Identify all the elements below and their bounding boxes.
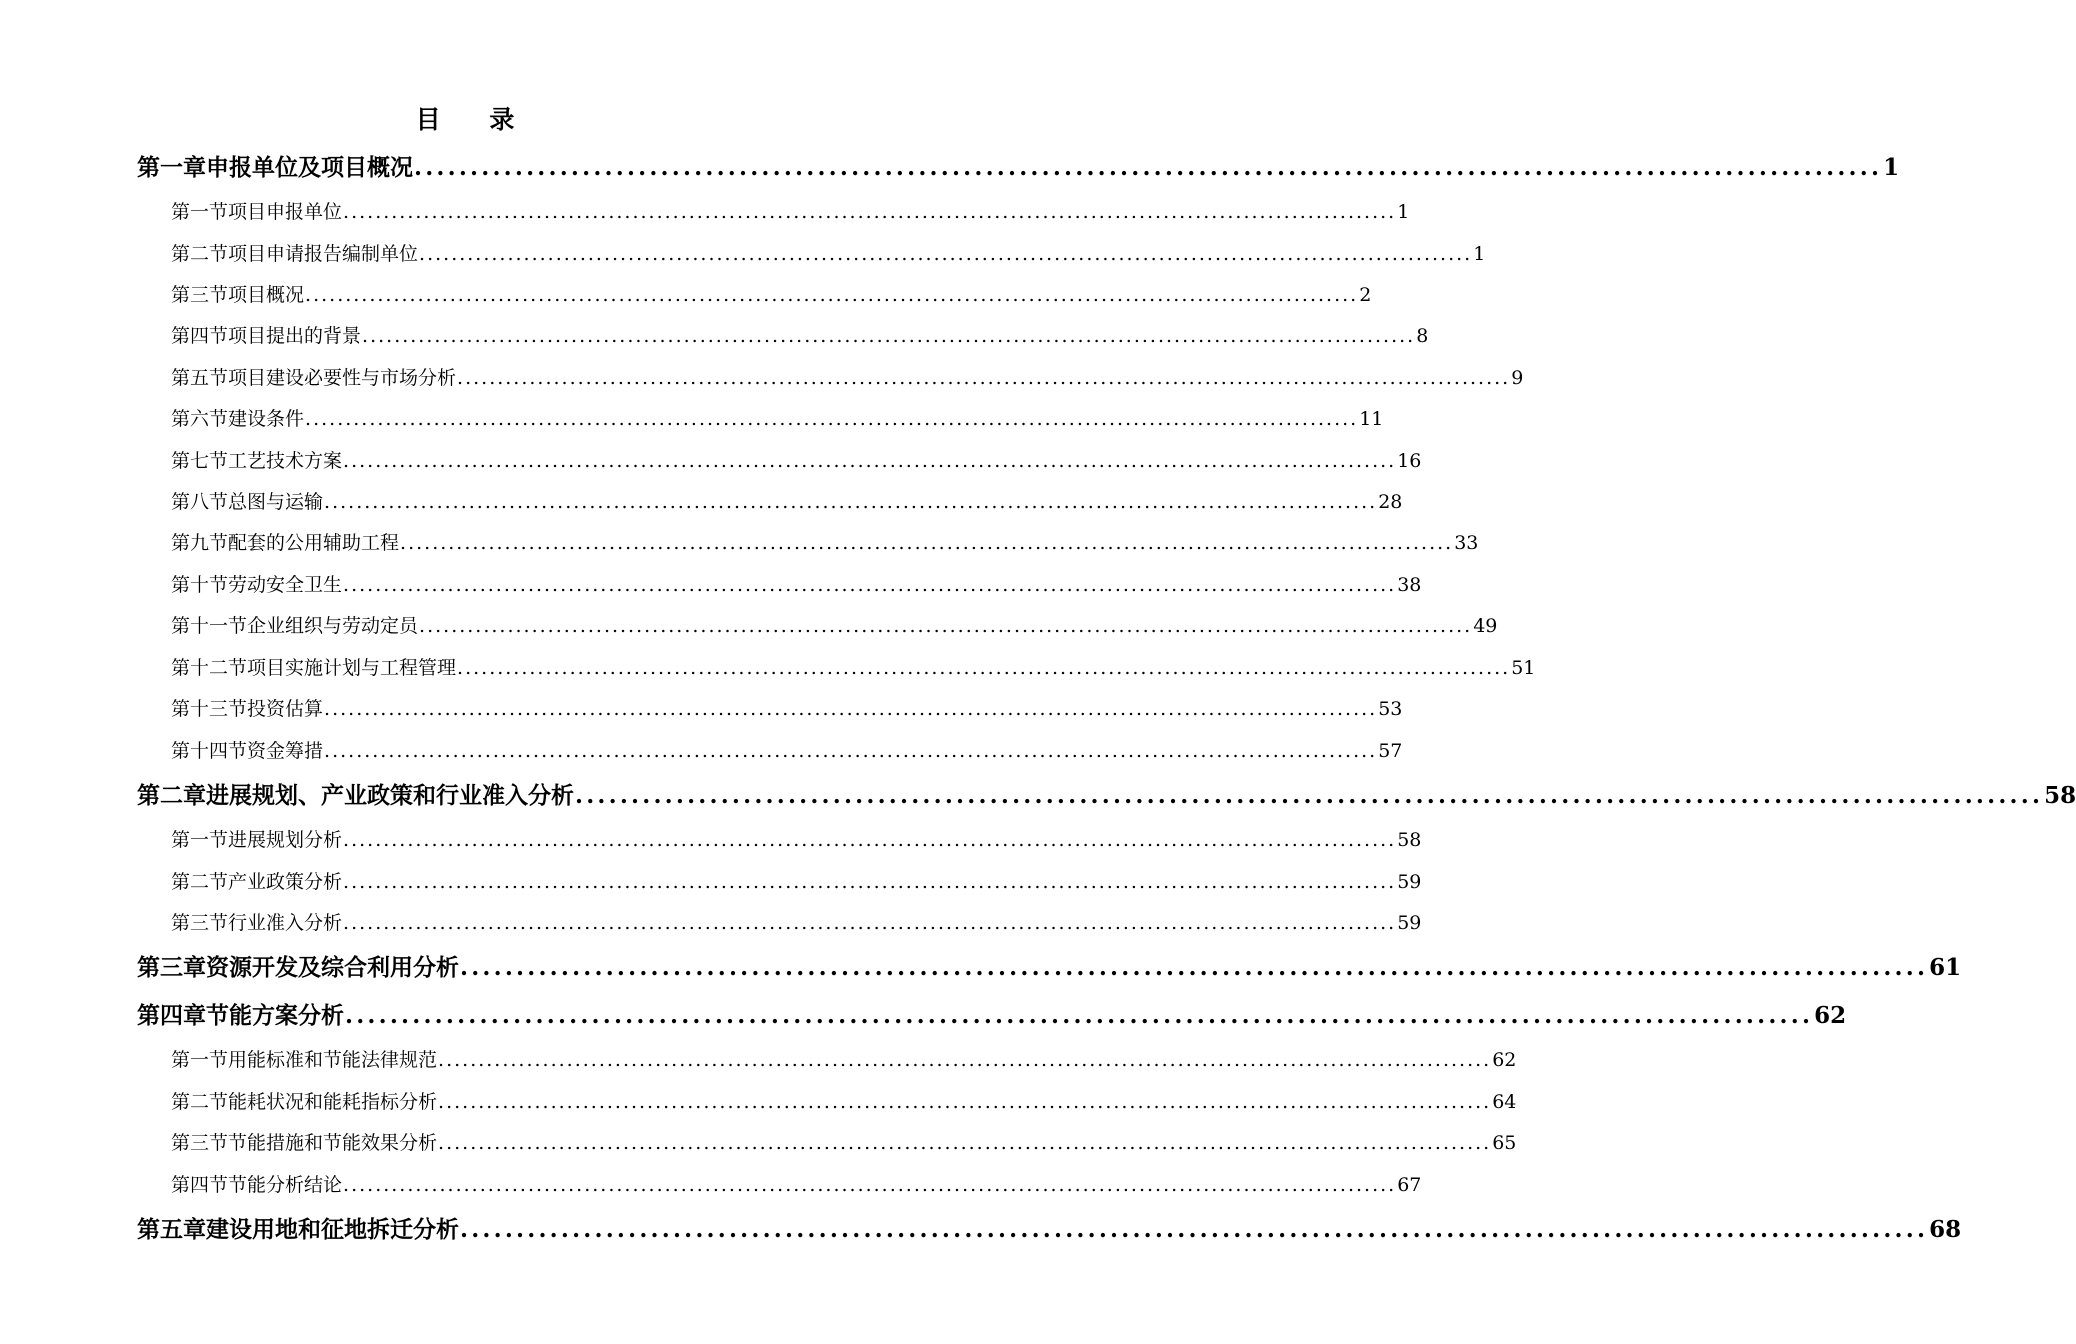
entry-number: 第五章 bbox=[137, 1216, 206, 1243]
entry-title: 项目申请报告编制单位 bbox=[228, 243, 419, 265]
entry-page-number: 67 bbox=[1397, 1174, 1422, 1196]
toc-section-entry[interactable] bbox=[171, 648, 1536, 688]
dot-leader: ................................................................................................................................... bbox=[457, 367, 1511, 389]
entry-page-number: 62 bbox=[1492, 1049, 1517, 1071]
dot-leader: ................................................................................................................................... bbox=[345, 1002, 1814, 1029]
entry-title: 节能措施和节能效果分析 bbox=[228, 1132, 438, 1154]
dot-leader: ................................................................................................................................... bbox=[419, 615, 1473, 637]
dot-leader: ................................................................................................................................... bbox=[324, 740, 1378, 762]
entry-number: 第十二节 bbox=[171, 657, 248, 679]
toc-section-entry[interactable] bbox=[171, 731, 1403, 771]
dot-leader: ................................................................................................................................... bbox=[343, 829, 1397, 851]
dot-leader: ................................................................................................................................... bbox=[438, 1049, 1492, 1071]
entry-title: 申报单位及项目概况 bbox=[206, 154, 413, 181]
entry-title: 项目提出的背景 bbox=[228, 325, 362, 347]
entry-number: 第十三节 bbox=[171, 698, 248, 720]
entry-page-number: 9 bbox=[1511, 367, 1524, 389]
entry-title: 投资估算 bbox=[247, 698, 324, 720]
entry-number: 第三章 bbox=[137, 954, 206, 981]
entry-number: 第一节 bbox=[171, 1049, 229, 1071]
entry-number: 第六节 bbox=[171, 408, 229, 430]
entry-page-number: 16 bbox=[1397, 450, 1422, 472]
entry-page-number: 58 bbox=[1397, 829, 1422, 851]
entry-title: 配套的公用辅助工程 bbox=[228, 532, 400, 554]
entry-page-number: 1 bbox=[1883, 154, 1900, 181]
entry-page-number: 1 bbox=[1397, 201, 1410, 223]
entry-page-number: 51 bbox=[1511, 657, 1536, 679]
toc-section-entry[interactable] bbox=[171, 234, 1486, 274]
entry-page-number: 2 bbox=[1359, 284, 1372, 306]
entry-title: 产业政策分析 bbox=[228, 871, 343, 893]
entry-title: 节能分析结论 bbox=[228, 1174, 343, 1196]
entry-number: 第四节 bbox=[171, 1174, 229, 1196]
entry-number: 第四章 bbox=[137, 1002, 206, 1029]
toc-section-entry[interactable] bbox=[171, 482, 1403, 522]
entry-page-number: 61 bbox=[1929, 954, 1962, 981]
entry-number: 第三节 bbox=[171, 912, 229, 934]
entry-page-number: 1 bbox=[1473, 243, 1486, 265]
entry-title: 进展规划、产业政策和行业准入分析 bbox=[206, 782, 574, 809]
dot-leader: ................................................................................................................................... bbox=[343, 574, 1397, 596]
toc-section-entry[interactable] bbox=[171, 441, 1422, 481]
entry-title: 工艺技术方案 bbox=[228, 450, 343, 472]
dot-leader: ................................................................................................................................... bbox=[343, 201, 1397, 223]
entry-number: 第一节 bbox=[171, 829, 229, 851]
entry-page-number: 62 bbox=[1814, 1002, 1847, 1029]
dot-leader: ................................................................................................................................... bbox=[305, 284, 1359, 306]
toc-chapter-entry[interactable] bbox=[137, 1208, 1962, 1252]
dot-leader: ................................................................................................................................... bbox=[362, 325, 1416, 347]
dot-leader: ................................................................................................................................... bbox=[324, 698, 1378, 720]
dot-leader: ................................................................................................................................... bbox=[343, 912, 1397, 934]
dot-leader: ................................................................................................................................... bbox=[575, 782, 2044, 809]
entry-title: 劳动安全卫生 bbox=[228, 574, 343, 596]
toc-section-entry[interactable] bbox=[171, 316, 1429, 356]
entry-page-number: 49 bbox=[1473, 615, 1498, 637]
entry-title: 总图与运输 bbox=[228, 491, 324, 513]
dot-leader: ................................................................................................................................... bbox=[457, 657, 1511, 679]
toc-section-entry[interactable] bbox=[171, 1123, 1517, 1163]
entry-number: 第二节 bbox=[171, 1091, 229, 1113]
toc-section-entry[interactable] bbox=[171, 903, 1422, 943]
entry-number: 第八节 bbox=[171, 491, 229, 513]
toc-section-entry[interactable] bbox=[171, 862, 1422, 902]
entry-number: 第三节 bbox=[171, 284, 229, 306]
entry-title: 能耗状况和能耗指标分析 bbox=[228, 1091, 438, 1113]
entry-page-number: 11 bbox=[1359, 408, 1384, 430]
entry-title: 节能方案分析 bbox=[206, 1002, 344, 1029]
dot-leader: ................................................................................................................................... bbox=[419, 243, 1473, 265]
entry-page-number: 57 bbox=[1378, 740, 1403, 762]
entry-number: 第五节 bbox=[171, 367, 229, 389]
toc-chapter-entry[interactable] bbox=[137, 946, 1962, 990]
entry-page-number: 38 bbox=[1397, 574, 1422, 596]
entry-page-number: 58 bbox=[2044, 782, 2076, 809]
toc-chapter-entry[interactable] bbox=[137, 994, 1847, 1038]
dot-leader: ................................................................................................................................... bbox=[305, 408, 1359, 430]
entry-page-number: 59 bbox=[1397, 912, 1422, 934]
entry-page-number: 33 bbox=[1454, 532, 1479, 554]
toc-chapter-entry[interactable] bbox=[137, 146, 1900, 190]
entry-number: 第一章 bbox=[137, 154, 206, 181]
entry-page-number: 68 bbox=[1929, 1216, 1962, 1243]
dot-leader: ................................................................................................................................... bbox=[438, 1132, 1492, 1154]
entry-number: 第七节 bbox=[171, 450, 229, 472]
toc-section-entry[interactable] bbox=[171, 523, 1479, 563]
entry-title: 建设条件 bbox=[228, 408, 305, 430]
dot-leader: ................................................................................................................................... bbox=[400, 532, 1454, 554]
entry-number: 第十节 bbox=[171, 574, 229, 596]
toc-section-entry[interactable] bbox=[171, 275, 1372, 315]
entry-page-number: 8 bbox=[1416, 325, 1429, 347]
entry-title: 用能标准和节能法律规范 bbox=[228, 1049, 438, 1071]
dot-leader: ................................................................................................................................... bbox=[414, 154, 1883, 181]
entry-title: 项目概况 bbox=[228, 284, 305, 306]
dot-leader: ................................................................................................................................... bbox=[343, 1174, 1397, 1196]
entry-page-number: 59 bbox=[1397, 871, 1422, 893]
entry-number: 第十四节 bbox=[171, 740, 248, 762]
toc-chapter-entry[interactable] bbox=[137, 774, 2076, 818]
entry-number: 第十一节 bbox=[171, 615, 248, 637]
dot-leader: ................................................................................................................................... bbox=[460, 1216, 1929, 1243]
toc-section-entry[interactable] bbox=[171, 565, 1422, 605]
entry-page-number: 53 bbox=[1378, 698, 1403, 720]
toc-section-entry[interactable] bbox=[171, 399, 1384, 439]
toc-title: 目 录 bbox=[415, 105, 535, 134]
dot-leader: ................................................................................................................................... bbox=[343, 450, 1397, 472]
entry-title: 资金筹措 bbox=[247, 740, 324, 762]
entry-title: 进展规划分析 bbox=[228, 829, 343, 851]
toc-section-entry[interactable] bbox=[171, 1165, 1422, 1205]
toc-section-entry[interactable] bbox=[171, 192, 1410, 232]
entry-title: 项目申报单位 bbox=[228, 201, 343, 223]
entry-number: 第一节 bbox=[171, 201, 229, 223]
entry-page-number: 64 bbox=[1492, 1091, 1517, 1113]
toc-section-entry[interactable] bbox=[171, 820, 1422, 860]
dot-leader: ................................................................................................................................... bbox=[343, 871, 1397, 893]
entry-page-number: 28 bbox=[1378, 491, 1403, 513]
entry-title: 资源开发及综合利用分析 bbox=[206, 954, 459, 981]
entry-number: 第三节 bbox=[171, 1132, 229, 1154]
toc-section-entry[interactable] bbox=[171, 606, 1498, 646]
entry-title: 项目建设必要性与市场分析 bbox=[228, 367, 457, 389]
toc-section-entry[interactable] bbox=[171, 1082, 1517, 1122]
entry-number: 第四节 bbox=[171, 325, 229, 347]
toc-section-entry[interactable] bbox=[171, 689, 1403, 729]
entry-title: 项目实施计划与工程管理 bbox=[247, 657, 457, 679]
entry-number: 第二节 bbox=[171, 243, 229, 265]
entry-number: 第九节 bbox=[171, 532, 229, 554]
entry-number: 第二节 bbox=[171, 871, 229, 893]
entry-title: 企业组织与劳动定员 bbox=[247, 615, 419, 637]
toc-section-entry[interactable] bbox=[171, 358, 1524, 398]
entry-title: 建设用地和征地拆迁分析 bbox=[206, 1216, 459, 1243]
dot-leader: ................................................................................................................................... bbox=[324, 491, 1378, 513]
toc-section-entry[interactable] bbox=[171, 1040, 1517, 1080]
entry-title: 行业准入分析 bbox=[228, 912, 343, 934]
entry-number: 第二章 bbox=[137, 782, 206, 809]
dot-leader: ................................................................................................................................... bbox=[460, 954, 1929, 981]
entry-page-number: 65 bbox=[1492, 1132, 1517, 1154]
dot-leader: ................................................................................................................................... bbox=[438, 1091, 1492, 1113]
